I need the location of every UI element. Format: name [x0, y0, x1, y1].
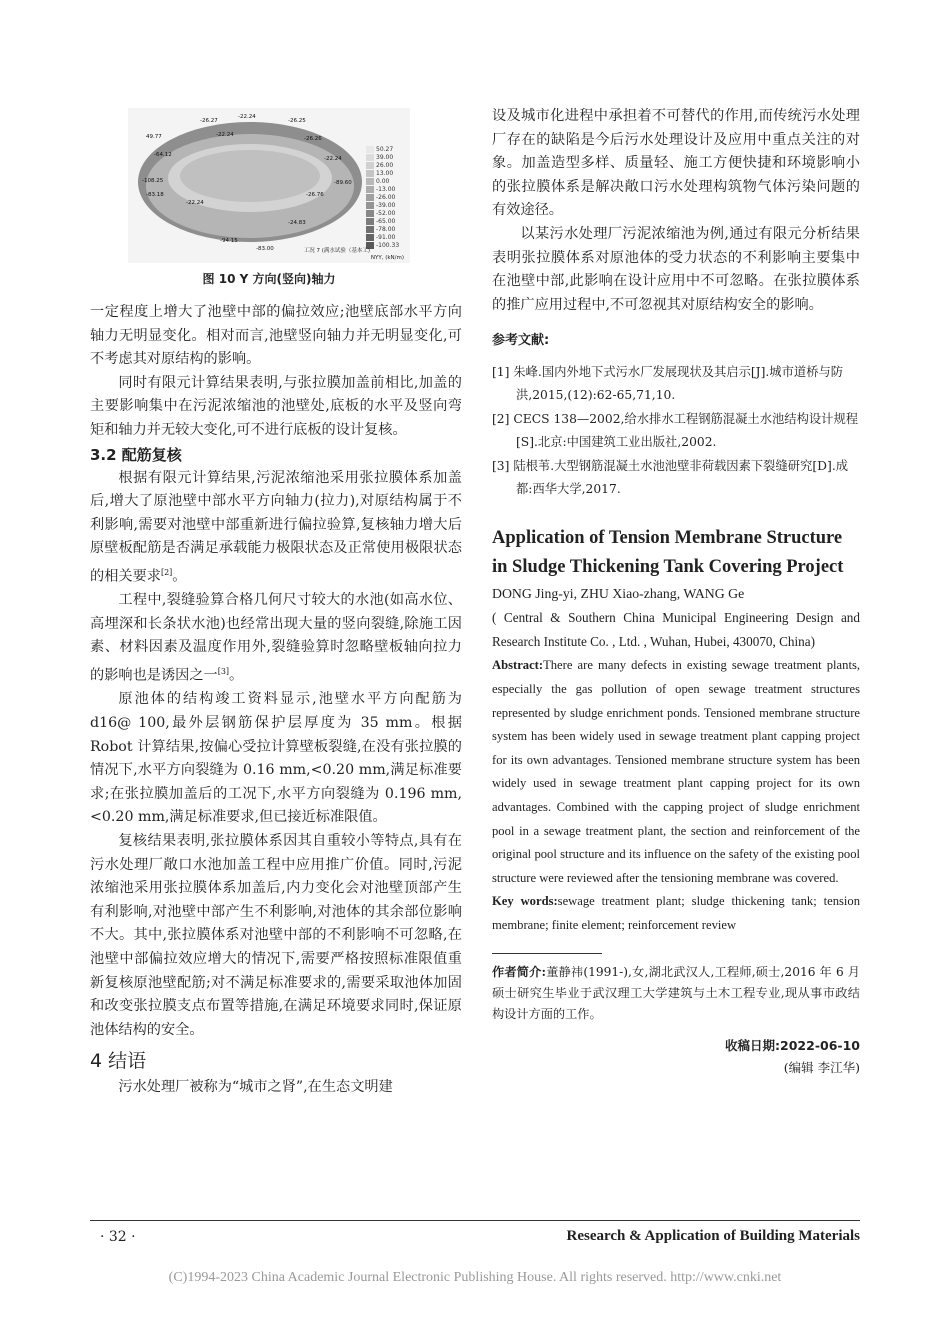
contour-value-label: 49.77	[146, 134, 162, 140]
received-date: 收稿日期:2022-06-10	[725, 1038, 860, 1054]
footer-divider	[90, 1220, 860, 1221]
legend-entry: 26.00	[366, 162, 402, 170]
editor: (编辑 李江华)	[783, 1060, 860, 1076]
english-title: Application of Tension Membrane Structure in Sludge Thickening Tank Covering Project	[492, 528, 844, 578]
contour-value-label: -26.76	[306, 192, 324, 198]
right-column	[492, 105, 860, 1079]
paragraph: 复核结果表明,张拉膜体系因其自重较小等特点,具有在污水处理厂敞口水池加盖工程中应用推广价值。同时,污泥浓缩池采用张拉膜体系加盖后,内力变化会对池壁顶部产生有利影响,对池壁中部产生不利影响,对池体的其余部位影响不大。其中,张拉膜体系对池壁中部的不利影响不可忽略,在池壁中部偏拉效应增大的情况下,需要严格按照标准限值重新复核原池壁配筋;对不满足标准要求的,需要采取池体加固和改变张拉膜支点布置等措施,在满足环境要求同时,保证原池体结构的安全。	[90, 832, 462, 1038]
keywords: Key words:sewage treatment plant; sludge thickening tank; tension membrane; finite element; reinforcement review	[492, 894, 860, 932]
unit-label: NYY, (kN/m)	[370, 255, 404, 261]
reference-item: [2] CECS 138—2002,给水排水工程钢筋混凝土水池结构设计规程[S].北京:中国建筑工业出版社,2002.	[492, 412, 859, 449]
citation: [2]	[160, 567, 173, 577]
paragraph: 一定程度上增大了池壁中部的偏拉效应;池壁底部水平方向轴力无明显变化。相对而言,池壁竖向轴力并无明显变化,可不考虑其对原结构的影响。	[90, 304, 462, 368]
journal-name: Research & Application of Building Materials	[566, 1228, 860, 1244]
legend-entry: -26.00	[366, 194, 402, 202]
copyright-notice: (C)1994-2023 China Academic Journal Electronic Publishing House. All rights reserved. http://www.cnki.net	[168, 1270, 782, 1285]
legend-entry: -78.00	[366, 226, 402, 234]
figure-caption: 图 10 Y 方向(竖向)轴力	[202, 272, 336, 286]
left-column	[90, 301, 462, 1100]
section-heading: 4 结语	[90, 1050, 147, 1073]
contour-value-label: -83.18	[146, 192, 164, 198]
author-bio: 作者简介:董静祎(1991-),女,湖北武汉人,工程师,硕士,2016 年 6 月硕士研究生毕业于武汉理工大学建筑与土木工程专业,现从事市政结构设计方面的工作。	[492, 965, 860, 1022]
contour-value-label: -64.12	[154, 152, 172, 158]
contour-value-label: -26.26	[304, 136, 322, 142]
legend-entry: -100.33	[366, 242, 402, 250]
contour-value-label: -26.27	[200, 118, 218, 124]
abstract: Abstract:There are many defects in existing sewage treatment plants, especially the gas pollution of open sewage treatment structures represented by sludge enrichment ponds. Tensioned membrane structure system has been widely used in sewage treatment plant capping project for its own advantages. Tensioned membrane structure system has been widely used in sewage treatment plant capping project for its own advantages. Combined with the capping project of sludge enrichment pool in a sewage treatment plant, the section and reinforcement of the original pool structure and its influence on the safety of the existing pool structure were reviewed after the tensioning membrane was covered.	[492, 658, 860, 885]
footnote-divider	[492, 953, 602, 954]
paragraph: 污水处理厂被称为“城市之肾”,在生态文明建	[118, 1079, 393, 1096]
legend-entry: -39.00	[366, 202, 402, 210]
paragraph: 工程中,裂缝验算合格几何尺寸较大的水池(如高水位、高埋深和长条状水池)也经常出现大量的竖向裂缝,除施工因素、材料因素及温度作用外,裂缝验算时忽略壁板轴向拉力的影响也是诱因之一[3]。	[90, 592, 462, 684]
legend-entry: 39.00	[366, 154, 402, 162]
contour-value-label: -24.83	[288, 220, 306, 226]
legend-entry: -65.00	[366, 218, 402, 226]
legend-entry: -91.00	[366, 234, 402, 242]
contour-value-label: -83.00	[256, 246, 274, 252]
paragraph: 设及城市化进程中承担着不可替代的作用,而传统污水处理厂存在的缺陷是今后污水处理设计及应用中重点关注的对象。加盖造型多样、质量轻、施工方便快捷和环境影响小的张拉膜体系是解决敞口污水处理构筑物气体污染问题的有效途径。	[492, 108, 860, 219]
ring-floor	[180, 150, 320, 202]
paragraph: 以某污水处理厂污泥浓缩池为例,通过有限元分析结果表明张拉膜体系对原池体的受力状态的不利影响主要集中在池壁中部,此影响在设计应用中不可忽略。在张拉膜体系的推广应用过程中,不可忽视其对原结构安全的影响。	[492, 225, 860, 313]
load-case-note: 工况 7 (满水试验（基本工)	[303, 248, 370, 254]
legend-entry: -13.00	[366, 186, 402, 194]
references-title: 参考文献:	[492, 333, 550, 349]
paragraph: 根据有限元计算结果,污泥浓缩池采用张拉膜体系加盖后,增大了原池壁中部水平方向轴力(拉力),对原结构属于不利影响,需要对池壁中部重新进行偏拉验算,复核轴力增大后原壁板配筋是否满足承载能力极限状态及正常使用极限状态的相关要求[2]。	[90, 469, 462, 585]
section-heading: 3.2 配筋复核	[90, 445, 182, 464]
reference-item: [3] 陆根苇.大型钢筋混凝土水池池壁非荷载因素下裂缝研究[D].成都:西华大学,2017.	[492, 459, 849, 496]
paragraph: 原池体的结构竣工资料显示,池壁水平方向配筋为 d16@ 100,最外层钢筋保护层厚度为 35 mm。根据 Robot 计算结果,按偏心受拉计算壁板裂缝,在没有张拉膜的情况下,水平方向裂缝为 0.16 mm,<0.20 mm,满足标准要求;在张拉膜加盖后的工况下,水平方向裂缝为 0.196 mm,<0.20 mm,满足标准要求,但已接近标准限值。	[90, 691, 462, 826]
english-authors: DONG Jing-yi, ZHU Xiao-zhang, WANG Ge	[492, 586, 745, 602]
reference-list	[492, 361, 860, 500]
legend-entry: -52.00	[366, 210, 402, 218]
contour-value-label: -89.60	[334, 180, 352, 186]
contour-value-label: -22.24	[186, 200, 204, 206]
legend-entry: 13.00	[366, 170, 402, 178]
page-number: · 32 ·	[100, 1229, 136, 1245]
contour-value-label: -108.25	[142, 178, 164, 184]
figure-axial-force-contour	[128, 108, 410, 263]
contour-value-label: -94.15	[220, 238, 238, 244]
citation: [3]	[217, 667, 230, 677]
legend	[366, 146, 402, 250]
paragraph: 同时有限元计算结果表明,与张拉膜加盖前相比,加盖的主要影响集中在污泥浓缩池的池壁处,底板的水平及竖向弯矩和轴力并无较大变化,可不进行底板的设计复核。	[90, 374, 462, 438]
legend-entry: 0.00	[366, 178, 402, 186]
english-affiliation: ( Central & Southern China Municipal Engineering Design and Research Institute Co. , Ltd. , Wuhan, Hubei, 430070, China)	[492, 610, 860, 650]
reference-item: [1] 朱峰.国内外地下式污水厂发展现状及其启示[J].城市道桥与防洪,2015,(12):62-65,71,10.	[492, 365, 844, 402]
contour-value-label: -26.25	[288, 118, 306, 124]
contour-value-label: -22.24	[216, 132, 234, 138]
contour-value-label: -22.24	[238, 114, 256, 120]
legend-entry: 50.27	[366, 146, 402, 154]
contour-value-label: -22.24	[324, 156, 342, 162]
